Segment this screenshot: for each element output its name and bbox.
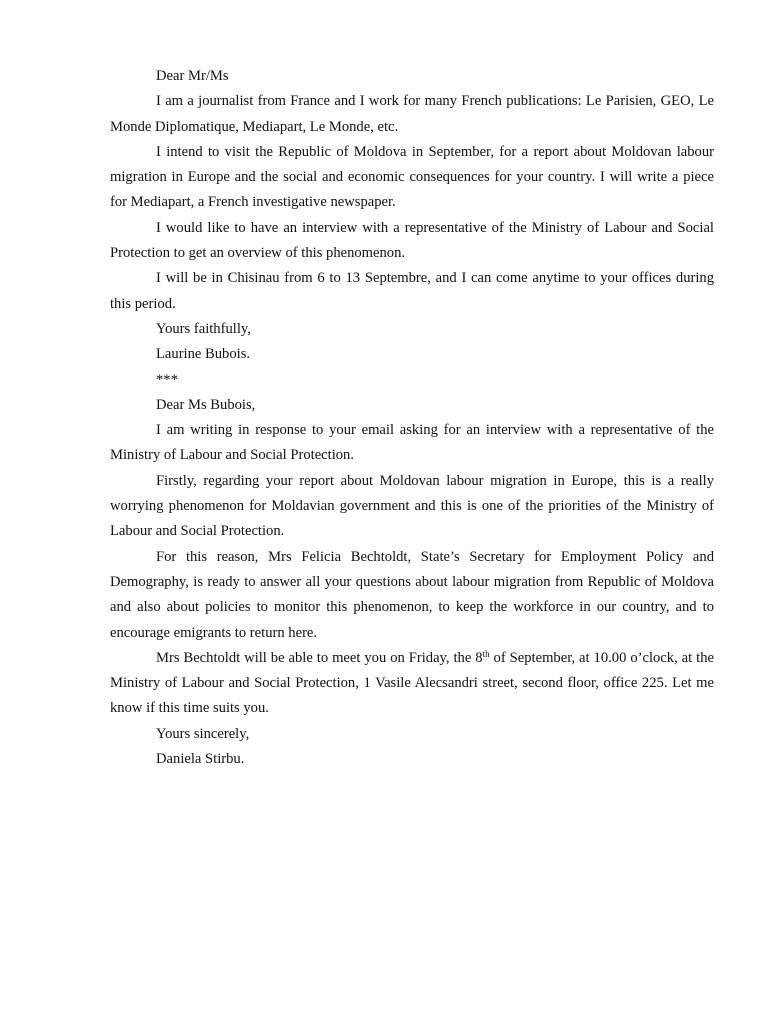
- letter-document: [110, 64, 714, 772]
- letter2-p4-text-start: Mrs Bechtoldt will be able to meet you on Friday, the 8: [156, 649, 483, 666]
- letter1-paragraph-3: I would like to have an interview with a representative of the Ministry of Labour and Social Protection to get an overview of this phenomenon.: [110, 219, 714, 262]
- letter2-paragraph-3: For this reason, Mrs Felicia Bechtoldt, State’s Secretary for Employment Policy and Demography, is ready to answer all your questions about labour migration from Republic of Moldova and also about policies to monitor this phenomenon, to keep the workforce in our country, and to encourage emigrants to return here.: [110, 548, 714, 641]
- letter1-paragraph-2: I intend to visit the Republic of Moldova in September, for a report about Moldovan labour migration in Europe and the social and economic consequences for your country. I will write a piece for Mediapart, a French investigative newspaper.: [110, 143, 714, 211]
- letter2-closing: Yours sincerely,: [156, 725, 250, 742]
- ordinal-suffix: th: [482, 648, 490, 659]
- letter2-signature: Daniela Stirbu.: [156, 751, 245, 768]
- letter1-paragraph-4: I will be in Chisinau from 6 to 13 Septembre, and I can come anytime to your offices during this period.: [110, 270, 714, 312]
- letter1-signature: Laurine Bubois.: [156, 346, 251, 363]
- letter1-closing: Yours faithfully,: [156, 320, 251, 337]
- section-separator: ***: [156, 371, 178, 388]
- letter1-paragraph-1: I am a journalist from France and I work for many French publications: Le Parisien, GEO, Le Monde Diplomatique, Mediapart, Le Monde, etc.: [110, 93, 714, 135]
- letter2-paragraph-4: [110, 646, 714, 722]
- letter2-paragraph-1: I am writing in response to your email asking for an interview with a representative of the Ministry of Labour and Social Protection.: [110, 422, 714, 464]
- letter2-salutation: Dear Ms Bubois,: [156, 396, 256, 413]
- letter1-salutation: Dear Mr/Ms: [156, 68, 229, 84]
- letter2-paragraph-2: Firstly, regarding your report about Moldovan labour migration in Europe, this is a really worrying phenomenon for Moldavian government and this is one of the priorities of the Ministry of Labour and Social Protection.: [110, 472, 714, 540]
- letter2-p4-text-end: of September, at 10.00 o’clock, at the Ministry of Labour and Social Protection, 1 Vasile Alecsandri street, second floor, office 225. Let me know if this time suits you.: [110, 649, 714, 717]
